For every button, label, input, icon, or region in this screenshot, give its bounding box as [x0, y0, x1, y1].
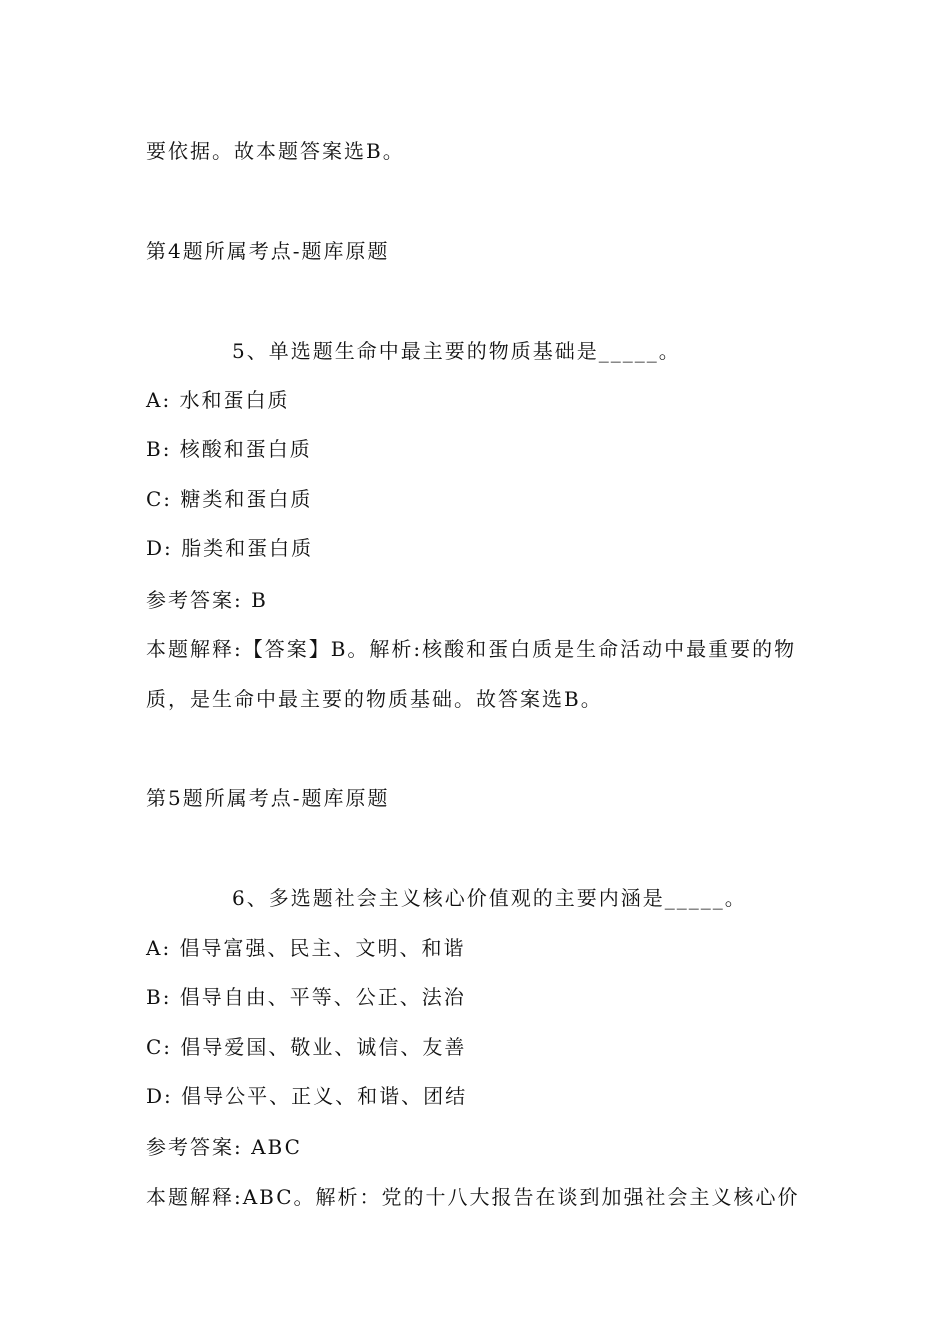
q4-source-label: 第4题所属考点-题库原题 — [146, 239, 390, 263]
q5-option-c: C: 糖类和蛋白质 — [146, 487, 313, 511]
q5-option-b: B: 核酸和蛋白质 — [146, 437, 312, 461]
q6-question: 6、多选题社会主义核心价值观的主要内涵是_____。 — [232, 886, 747, 910]
q5-source-label: 第5题所属考点-题库原题 — [146, 786, 390, 810]
q6-option-b: B: 倡导自由、平等、公正、法治 — [146, 985, 466, 1009]
q6-explanation-line-1: 本题解释:ABC。解析：党的十八大报告在谈到加强社会主义核心价 — [146, 1185, 800, 1209]
q5-explanation-line-1: 本题解释:【答案】B。解析:核酸和蛋白质是生命活动中最重要的物 — [146, 637, 797, 661]
q6-option-c: C: 倡导爱国、敬业、诚信、友善 — [146, 1035, 467, 1059]
q6-option-a: A: 倡导富强、民主、文明、和谐 — [146, 936, 466, 960]
q6-answer: 参考答案: ABC — [146, 1135, 302, 1159]
previous-explanation-tail: 要依据。故本题答案选B。 — [146, 139, 405, 163]
q5-explanation-line-2: 质，是生命中最主要的物质基础。故答案选B。 — [146, 687, 603, 711]
q5-answer: 参考答案: B — [146, 588, 268, 612]
q5-option-a: A: 水和蛋白质 — [146, 388, 290, 412]
q5-option-d: D: 脂类和蛋白质 — [146, 536, 314, 560]
q6-option-d: D: 倡导公平、正义、和谐、团结 — [146, 1084, 468, 1108]
q5-question: 5、单选题生命中最主要的物质基础是_____。 — [232, 339, 681, 363]
